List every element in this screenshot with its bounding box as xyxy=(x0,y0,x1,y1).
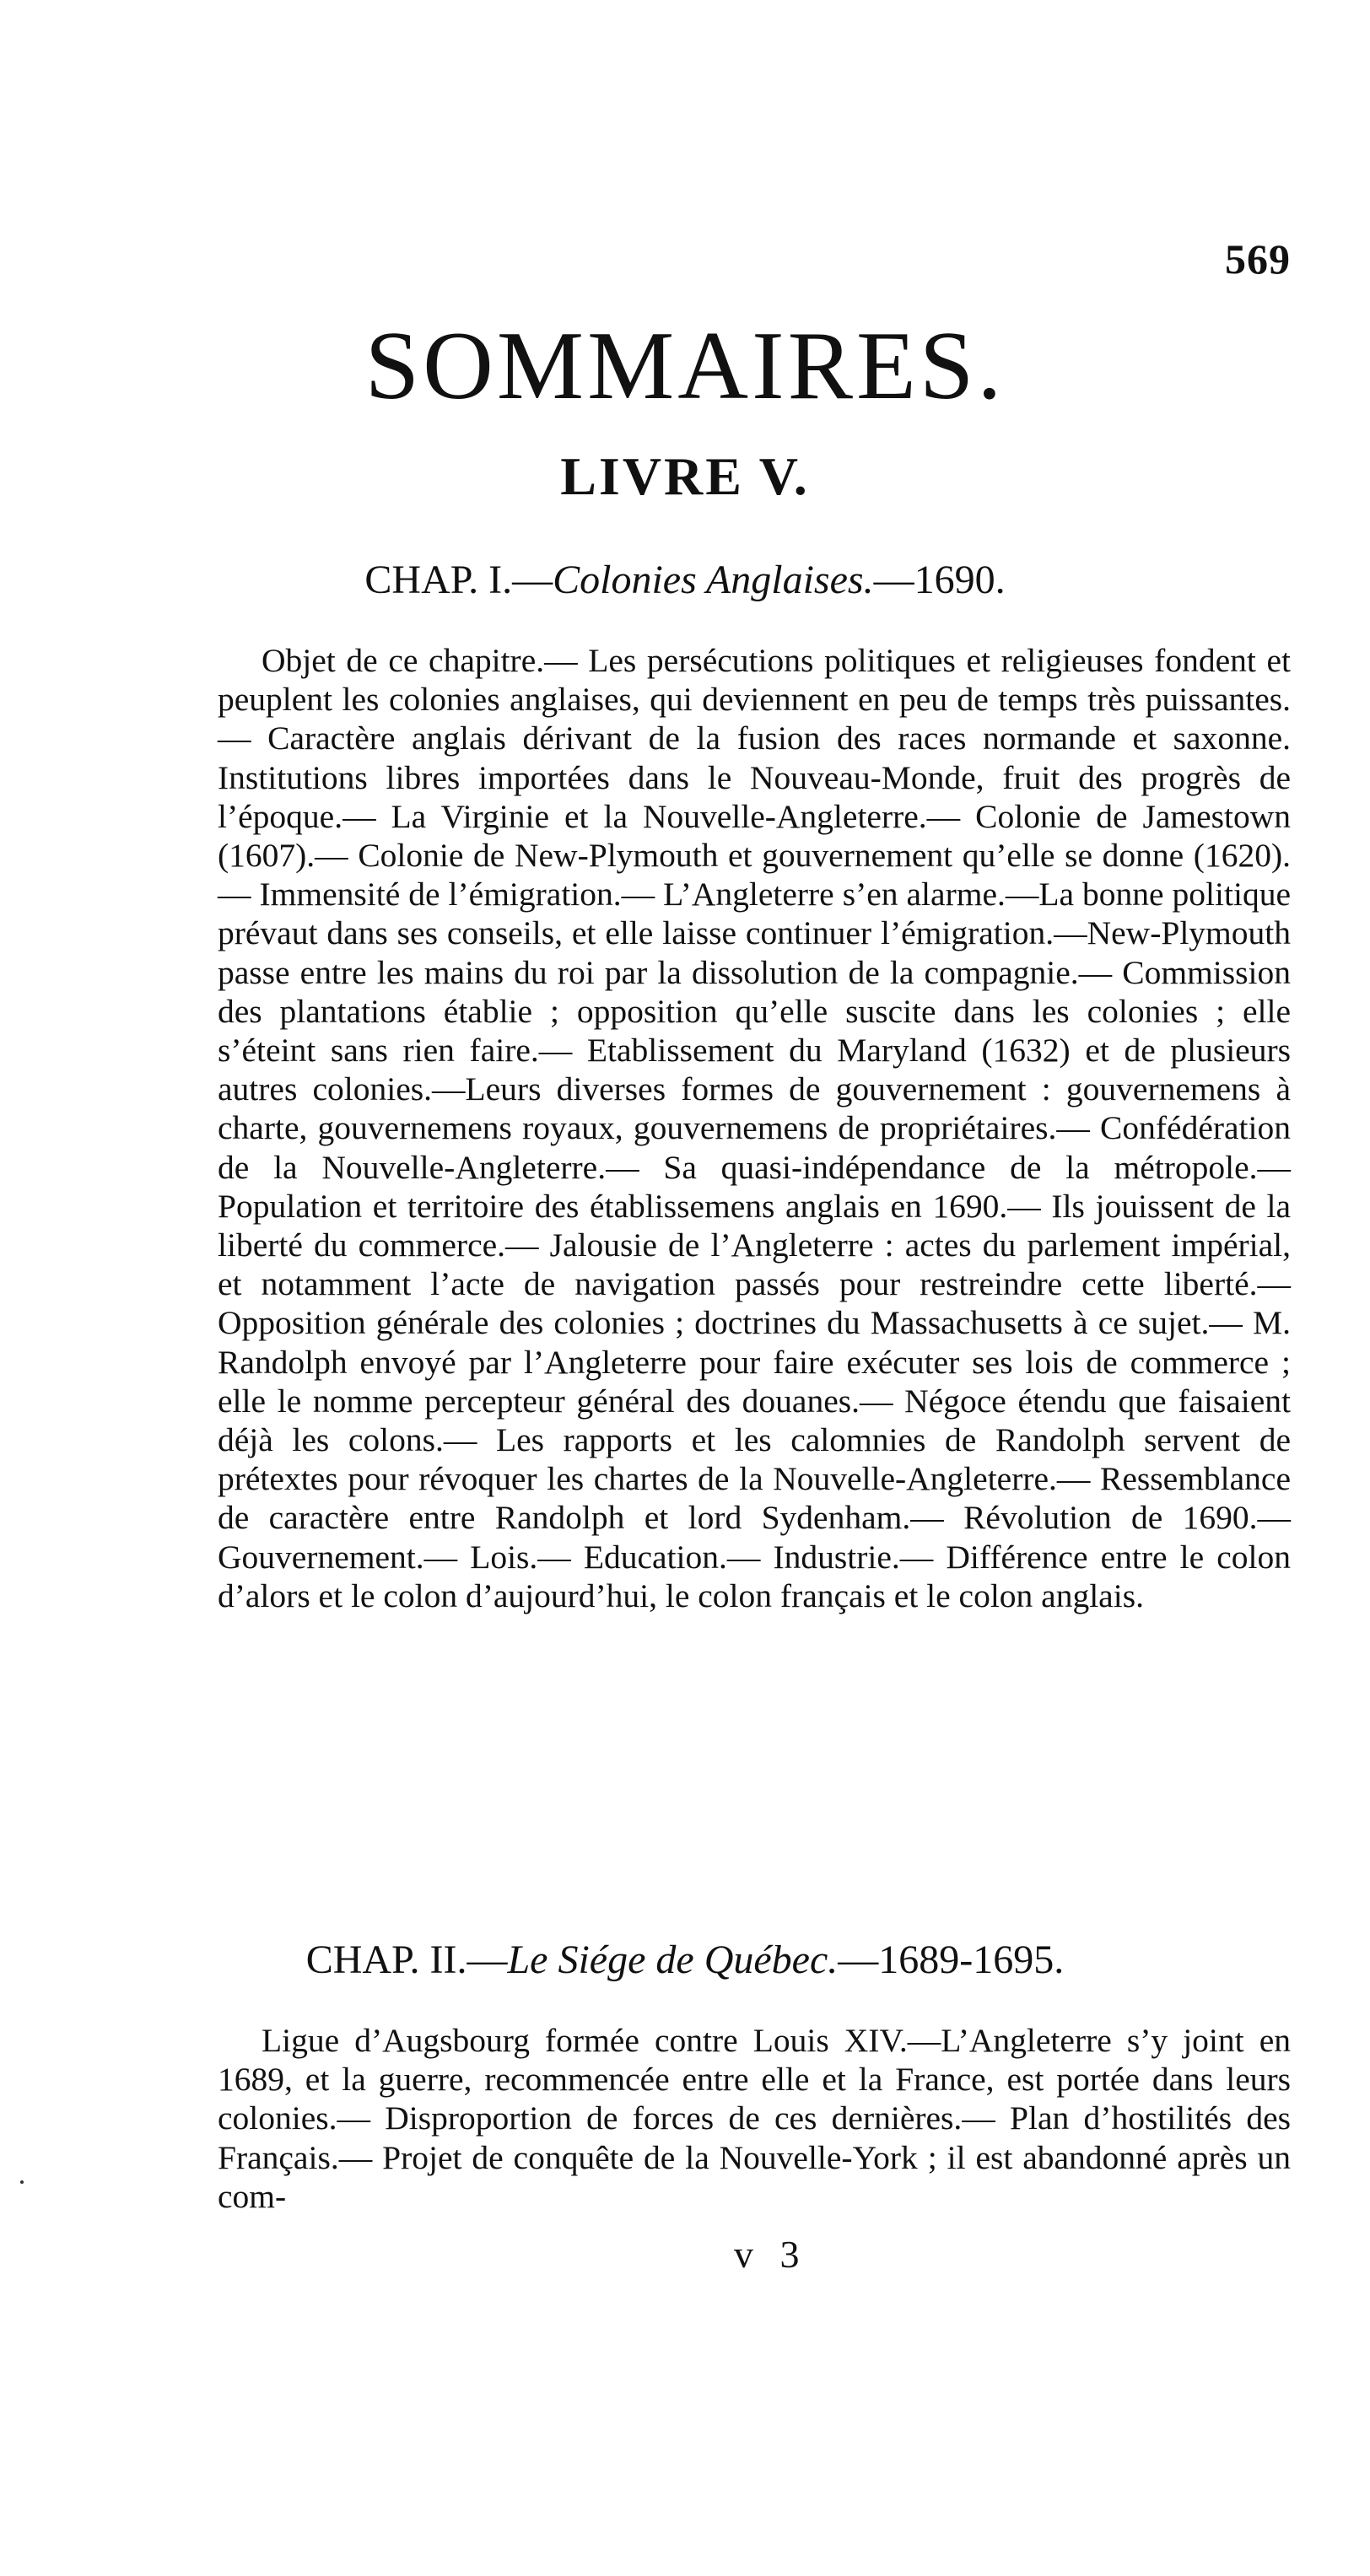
chapter-1-summary-text: Objet de ce chapitre.— Les persécutions politiques et religieuses fondent et peuplent les colonies anglaises, qui deviennent en peu de temps très puissantes.— Caractère anglais dérivant de la fusion des races normande et saxonne. Institutions libres importées dans le Nouveau-Monde, fruit des progrès de l’époque.— La Virginie et la Nouvelle-Angleterre.— Colonie de Jamestown (1607).— Colonie de New-Plymouth et gouvernement qu’elle se donne (1620).— Immensité de l’émigration.— L’Angleterre s’en alarme.—La bonne politique prévaut dans ses conseils, et elle laisse continuer l’émigration.—New-Plymouth passe entre les mains du roi par la dissolution de la compagnie.— Commission des plantations établie ; opposition qu’elle suscite dans les colonies ; elle s’éteint sans rien faire.— Etablissement du Maryland (1632) et de plusieurs autres colonies.—Leurs diverses formes de gouvernement : gouvernemens à charte, gouvernemens royaux, gouvernemens de propriétaires.— Confédération de la Nouvelle-Angleterre.— Sa quasi-indépendance de la métropole.— Population et territoire des établissemens anglais en 1690.— Ils jouissent de la liberté du commerce.— Jalousie de l’Angleterre : actes du parlement impérial, et notamment l’acte de navigation passés pour restreindre cette liberté.— Opposition générale des colonies ; doctrines du Massachusetts à ce sujet.— M. Randolph envoyé par l’Angleterre pour faire exécuter ses lois de commerce ; elle le nomme percepteur général des douanes.— Négoce étendu que faisaient déjà les colons.— Les rapports et les calomnies de Randolph servent de prétextes pour révoquer les chartes de la Nouvelle-Angleterre.— Ressemblance de caractère entre Randolph et lord Sydenham.— Révolution de 1690.— Gouvernement.— Lois.— Education.— Industrie.— Différence entre le colon d’alors et le colon d’aujourd’hui, le colon français et le colon anglais. xyxy=(218,642,1291,1614)
chapter-2-label: CHAP. II.— xyxy=(305,1937,508,1982)
chapter-2-subject: Le Siége de Québec. xyxy=(507,1937,839,1982)
signature-mark: v 3 xyxy=(734,2233,808,2276)
margin-speck xyxy=(20,2180,24,2184)
chapter-2-heading xyxy=(0,1937,1370,1983)
book-heading: LIVRE V. xyxy=(560,446,810,506)
chapter-1-subject: Colonies Anglaises. xyxy=(553,558,874,602)
chapter-2-summary-text: Ligue d’Augsbourg formée contre Louis XIV.—L’Angleterre s’y joint en 1689, et la guerre, recommencée entre elle et la France, est portée dans leurs colonies.— Disproportion de forces de ces dernières.— Plan d’hostilités des Français.— Projet de conquête de la Nouvelle-York ; il est abandonné après un com- xyxy=(218,2022,1291,2215)
page-title: SOMMAIRES. xyxy=(364,312,1006,420)
chapter-1-label: CHAP. I.— xyxy=(364,558,553,602)
chapter-2-summary xyxy=(218,2021,1291,2216)
chapter-2-date: —1689-1695. xyxy=(838,1937,1065,1982)
chapter-1-date: —1690. xyxy=(873,558,1006,602)
chapter-1-heading xyxy=(0,557,1370,603)
page-number: 569 xyxy=(1225,235,1291,283)
chapter-1-summary xyxy=(218,641,1291,1615)
